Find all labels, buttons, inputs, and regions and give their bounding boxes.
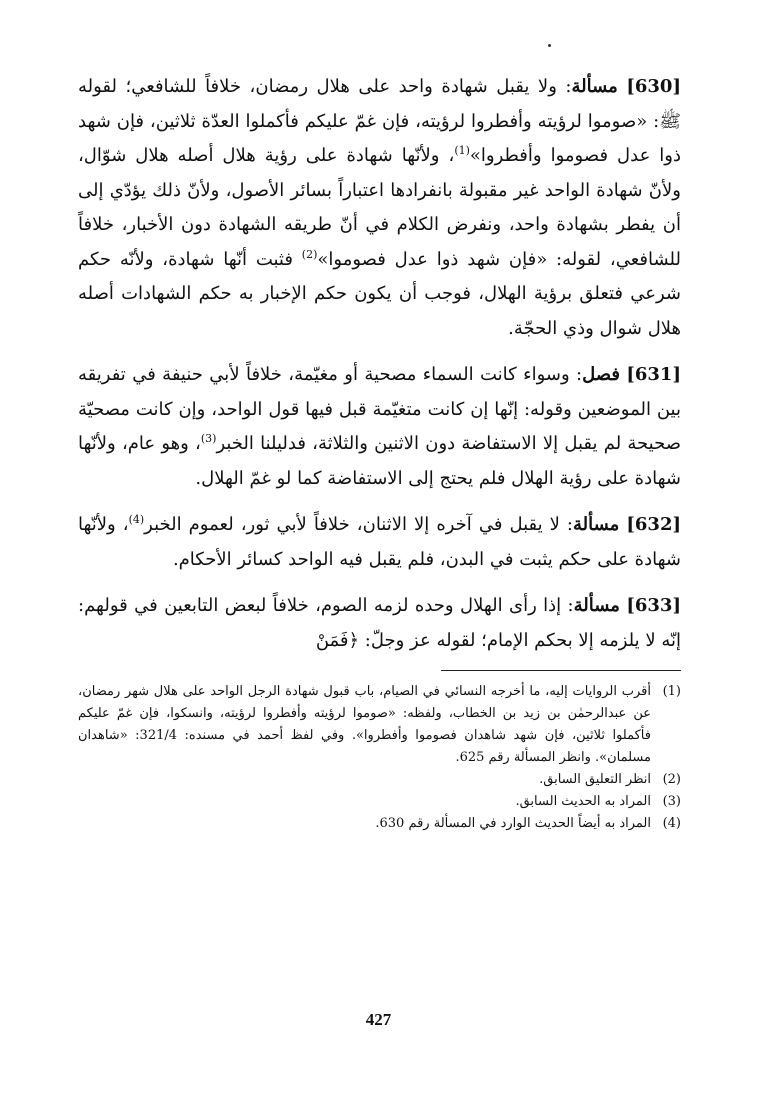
page-body [78, 70, 681, 835]
footnote-ref[interactable]: (1) [454, 144, 470, 157]
paragraph-633 [78, 589, 681, 658]
footnote-item [78, 681, 681, 769]
paragraph-text: : وسواء كانت السماء مصحية أو مغيّمة، خلافاً لأبي حنيفة في تفريقه بين الموضعين وقوله: إنّها إن كانت متغيّمة قبل فيها قول الواحد، وإن كانت مصحيّة صحيحة لم يقبل إلا الاستفاضة دون الاثنين والثلاثة، فدليلنا الخبر [78, 364, 681, 454]
footnotes [78, 681, 681, 835]
footnote-number: (3) [662, 794, 681, 809]
footnote-ref[interactable]: (3) [200, 432, 217, 445]
footnote-item [78, 791, 681, 813]
issue-number: [630] [626, 76, 681, 97]
paragraph-text: : لا يقبل في آخره إلا الاثنان، خلافاً لأبي ثور، لعموم الخبر [144, 514, 573, 535]
paragraph-text: : ولا يقبل شهادة واحد على هلال رمضان، خلافاً للشافعي؛ لقوله ﷺ: «صوموا لرؤيته وأفطروا لرؤيته، فإن غمّ عليكم فأكملوا العدّة ثلاثين، فإن شهد ذوا عدل فصوموا وأفطروا» [78, 76, 681, 166]
paragraph-631 [78, 358, 681, 496]
issue-label: فصل [582, 364, 620, 385]
paragraph-text: ، وهو عام، ولأنّها شهادة على رؤية الهلال فلم يحتج إلى الاستفاضة كما لو غمّ الهلال. [78, 433, 681, 489]
footnote-ref[interactable]: (2) [301, 247, 318, 261]
footnote-ref[interactable]: (4) [128, 513, 145, 526]
issue-label: مسألة [573, 595, 620, 616]
issue-number: [631] [626, 364, 681, 385]
paragraph-630 [78, 70, 681, 346]
issue-label: مسألة [571, 76, 618, 97]
footnote-number: (4) [662, 816, 681, 831]
page-number: 427 [365, 1010, 392, 1029]
issue-number: [633] [626, 595, 681, 616]
paragraph-text: ، ولأنّها شهادة على حكم يثبت في البدن، فلم يقبل فيه الواحد كسائر الأحكام. [78, 514, 681, 570]
footnote-item [78, 769, 681, 791]
footnote-text: انظر التعليق السابق. [539, 772, 651, 787]
footnote-number: (2) [662, 772, 681, 787]
issue-label: مسألة [573, 514, 620, 535]
ink-dot [548, 44, 551, 47]
paragraph-text: ، ولأنّها شهادة على رؤية هلال أصله هلال شوّال، ولأنّ شهادة الواحد غير مقبولة بانفرادها اعتباراً بسائر الأصول، ولأنّ ذلك يؤدّي إلى أن يفطر بشهادة واحد، ونفرض الكلام في أنّ طريقه الشهادة دون الأخبار، خلافاً للشافعي، لقوله: «فإن شهد ذوا عدل فصوموا» [78, 145, 682, 270]
footnote-text: المراد به الحديث السابق. [515, 794, 651, 809]
footnote-text: أقرب الروايات إليه، ما أخرجه النسائي في الصيام، باب قبول شهادة الرجل الواحد على هلال شهر رمضان، عن عبدالرحمٰن بن زيد بن الخطاب، ولفظه: «صوموا لرؤيته وأفطروا لرؤيته، وانسكوا، فإن غمّ عليكم فأكملوا ثلاثين، فإن شهد شاهدان فصوموا وأفطروا». وفي لفظ أحمد في مسنده: 321/4: «شاهدان مسلمان». وانظر المسألة رقم 625. [78, 684, 651, 765]
paragraph-632 [78, 508, 681, 577]
paragraph-text: فثبت أنّها شهادة، ولأنّه حكم شرعي فتعلق برؤية الهلال، فوجب أن يكون حكم الإخبار به حكم الشهادات أصله هلال شوال وذي الحجّة. [78, 248, 681, 339]
footnote-item [78, 813, 681, 835]
paragraph-text: : إذا رأى الهلال وحده لزمه الصوم، خلافاً لبعض التابعين في قولهم: إنّه لا يلزمه إلا بحكم الإمام؛ لقوله عز وجلّ: ﴿فَمَنْ [78, 595, 681, 651]
footnote-text: المراد به أيضاً الحديث الوارد في المسألة رقم 630. [375, 816, 651, 831]
footnote-separator [441, 670, 681, 671]
issue-number: [632] [626, 514, 681, 535]
footnote-number: (1) [662, 684, 681, 699]
